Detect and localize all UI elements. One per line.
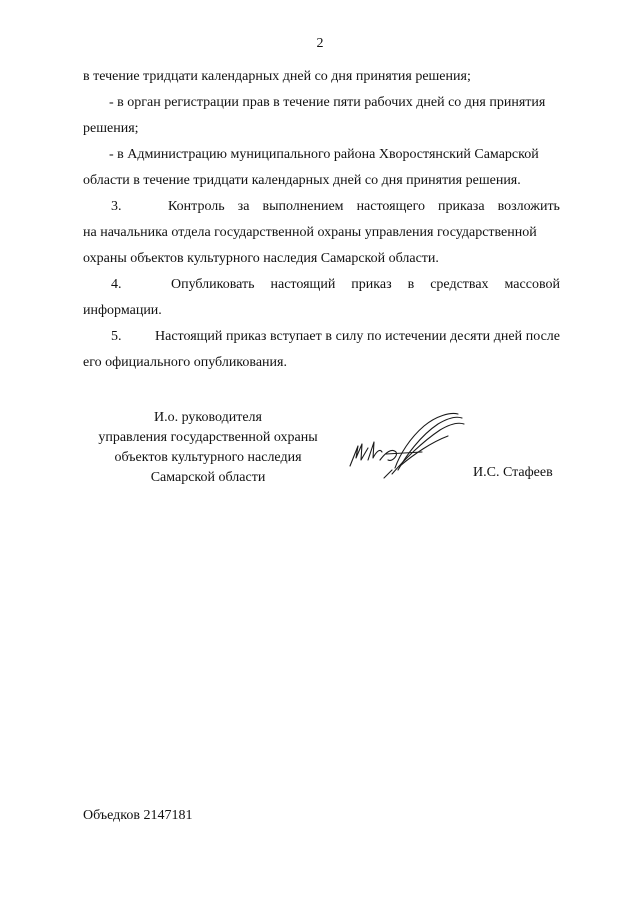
- item-4-word: средствах: [430, 277, 489, 292]
- paragraph-3-line-1: - в Администрацию муниципального района Хворостянский Самарской: [109, 147, 539, 162]
- paragraph-2-line-1: - в орган регистрации прав в течение пяти рабочих дней со дня принятия: [109, 95, 546, 110]
- item-4-word: в: [407, 277, 415, 292]
- item-3-word: настоящего: [356, 199, 425, 214]
- item-3-word: возложить: [497, 199, 560, 214]
- executor-note: Объедков 2147181: [83, 808, 193, 823]
- item-3-word: приказа: [438, 199, 485, 214]
- signatory-title-line-4: Самарской области: [150, 470, 266, 485]
- item-5-line-1: [83, 324, 560, 350]
- item-4-word: настоящий: [270, 277, 336, 292]
- paragraph-3-line-2: области в течение тридцати календарных дней со дня принятия решения.: [83, 173, 521, 188]
- item-4-word: приказ: [351, 277, 392, 292]
- item-4-number: 4.: [111, 277, 122, 292]
- signer-name: И.С. Стафеев: [473, 465, 553, 480]
- paragraph-2-line-2: решения;: [83, 121, 139, 136]
- paragraph-1: в течение тридцати календарных дней со дня принятия решения;: [83, 69, 471, 84]
- document-body: [83, 64, 560, 376]
- item-4-line-1: [83, 272, 560, 298]
- item-3-word: Контроль: [168, 199, 225, 214]
- item-5-line-2: его официального опубликования.: [83, 355, 287, 370]
- item-5-text: Настоящий приказ вступает в силу по истечении десяти дней после: [155, 329, 560, 344]
- item-3-word: выполнением: [262, 199, 344, 214]
- item-3-line-1: [83, 194, 560, 220]
- item-3-word: за: [237, 199, 250, 214]
- signatory-title-line-2: управления государственной охраны: [98, 430, 318, 445]
- handwritten-signature: [340, 408, 480, 483]
- item-4-word: массовой: [504, 277, 560, 292]
- item-3-line-2: на начальника отдела государственной охраны управления государственной: [83, 225, 537, 240]
- item-3-number: 3.: [111, 199, 122, 214]
- item-5-number: 5.: [111, 329, 122, 344]
- signatory-title: [83, 408, 333, 488]
- item-4-word: Опубликовать: [170, 277, 255, 292]
- item-4-line-2: информации.: [83, 303, 162, 318]
- page-number: 2: [316, 36, 324, 51]
- signatory-title-line-3: объектов культурного наследия: [114, 450, 302, 465]
- item-3-line-3: охраны объектов культурного наследия Самарской области.: [83, 251, 439, 266]
- signatory-title-line-1: И.о. руководителя: [153, 410, 262, 425]
